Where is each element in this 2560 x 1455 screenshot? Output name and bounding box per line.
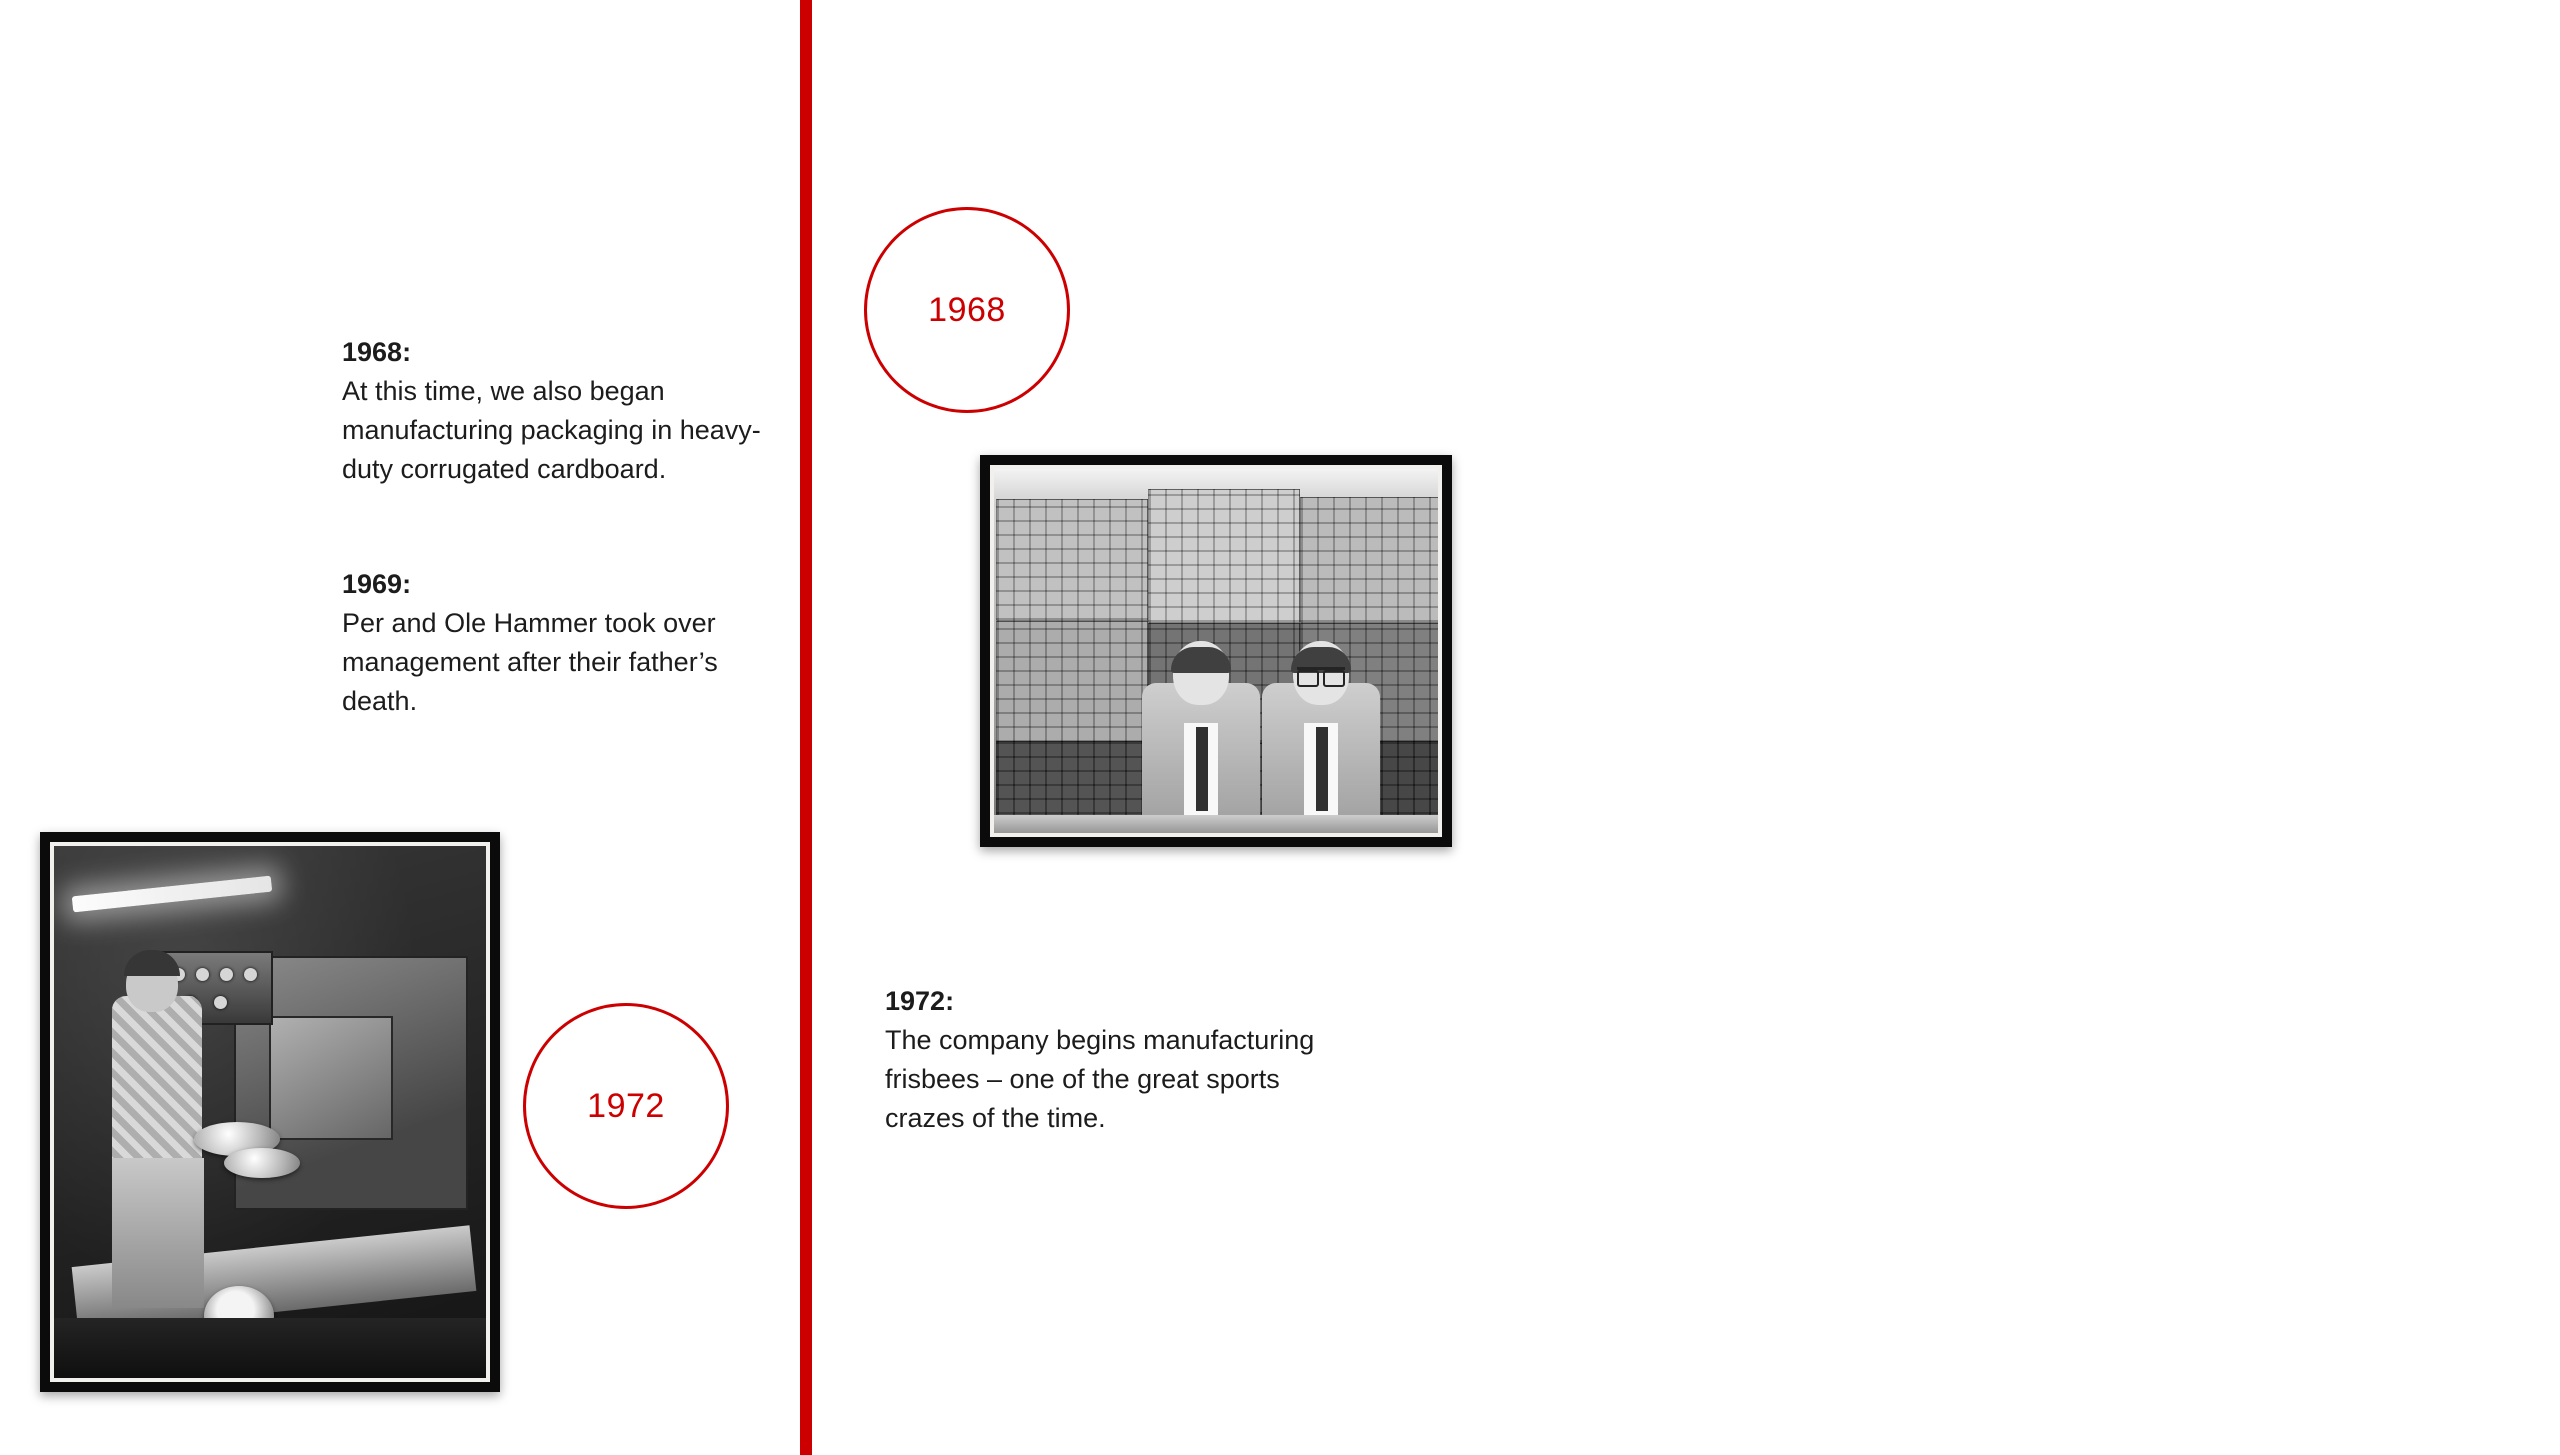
entry-1968-heading: 1968: (342, 337, 412, 367)
entry-1972-body: The company begins manufacturing frisbees – one of the great sports crazes of the time. (885, 1025, 1315, 1133)
factory-worker-photo (40, 832, 500, 1392)
entry-1969-body: Per and Ole Hammer took over management after their father’s death. (342, 608, 718, 716)
timeline-axis (800, 0, 812, 1455)
photo-scene (994, 469, 1438, 833)
entry-1968 (342, 333, 772, 489)
timeline-marker-1968[interactable] (864, 207, 1070, 413)
photo-inner-frame (50, 842, 490, 1382)
photo-scene (54, 846, 486, 1378)
entry-1969-heading: 1969: (342, 569, 412, 599)
entry-1972 (885, 982, 1325, 1138)
two-men-warehouse-photo (980, 455, 1452, 847)
timeline-marker-1972-label: 1972 (587, 1086, 665, 1125)
entry-1969 (342, 565, 772, 721)
timeline-marker-1968-label: 1968 (928, 290, 1006, 329)
photo-inner-frame (990, 465, 1442, 837)
entry-1968-body: At this time, we also began manufacturing packaging in heavy-duty corrugated cardboard. (342, 376, 761, 484)
timeline-marker-1972[interactable] (523, 1003, 729, 1209)
entry-1972-heading: 1972: (885, 986, 955, 1016)
